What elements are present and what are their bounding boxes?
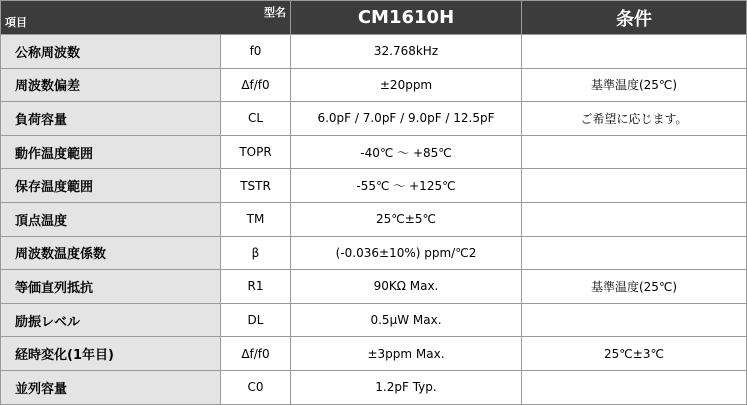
parameter-name: 保存温度範囲 [1, 169, 221, 203]
header-corner-cell [1, 1, 291, 35]
parameter-symbol: R1 [221, 270, 291, 304]
parameter-name: 経時変化(1年目) [1, 337, 221, 371]
parameter-condition [522, 202, 747, 236]
parameter-name: 動作温度範囲 [1, 135, 221, 169]
condition-header: 条件 [522, 1, 747, 35]
parameter-condition [522, 370, 747, 404]
parameter-symbol: β [221, 236, 291, 270]
parameter-value: 6.0pF / 7.0pF / 9.0pF / 12.5pF [291, 102, 522, 136]
parameter-name: 周波数温度係数 [1, 236, 221, 270]
parameter-name: 周波数偏差 [1, 68, 221, 102]
header-row [1, 1, 747, 35]
parameter-symbol: TSTR [221, 169, 291, 203]
parameter-condition [522, 303, 747, 337]
parameter-symbol: Δf/f0 [221, 337, 291, 371]
parameter-value: 32.768kHz [291, 35, 522, 69]
parameter-value: 1.2pF Typ. [291, 370, 522, 404]
parameter-name: 公称周波数 [1, 35, 221, 69]
parameter-name: 励振レベル [1, 303, 221, 337]
parameter-condition: 基準温度(25℃) [522, 270, 747, 304]
parameter-symbol: DL [221, 303, 291, 337]
parameter-condition [522, 35, 747, 69]
table-row [1, 169, 747, 203]
parameter-symbol: CL [221, 102, 291, 136]
parameter-symbol: TOPR [221, 135, 291, 169]
parameter-condition [522, 135, 747, 169]
parameter-name: 等価直列抵抗 [1, 270, 221, 304]
parameter-name: 並列容量 [1, 370, 221, 404]
table-row [1, 270, 747, 304]
parameter-condition: 25℃±3℃ [522, 337, 747, 371]
table-row [1, 337, 747, 371]
table-row [1, 236, 747, 270]
item-header-label: 項目 [5, 16, 27, 29]
parameter-value: ±3ppm Max. [291, 337, 522, 371]
parameter-condition [522, 236, 747, 270]
model-header-label: 型名 [264, 6, 286, 19]
parameter-value: 0.5μW Max. [291, 303, 522, 337]
parameter-condition [522, 169, 747, 203]
parameter-condition: 基準温度(25℃) [522, 68, 747, 102]
parameter-condition: ご希望に応じます。 [522, 102, 747, 136]
table-row [1, 135, 747, 169]
parameter-value: (-0.036±10%) ppm/℃2 [291, 236, 522, 270]
parameter-name: 負荷容量 [1, 102, 221, 136]
table-row [1, 68, 747, 102]
spec-rows [1, 35, 747, 405]
parameter-value: -55℃ ～ +125℃ [291, 169, 522, 203]
table-row [1, 303, 747, 337]
table-row [1, 370, 747, 404]
parameter-symbol: C0 [221, 370, 291, 404]
table-row [1, 35, 747, 69]
parameter-value: 90KΩ Max. [291, 270, 522, 304]
table-row [1, 102, 747, 136]
parameter-value: ±20ppm [291, 68, 522, 102]
table-row [1, 202, 747, 236]
parameter-name: 頂点温度 [1, 202, 221, 236]
model-name-header: CM1610H [291, 1, 522, 35]
parameter-symbol: f0 [221, 35, 291, 69]
parameter-symbol: TM [221, 202, 291, 236]
parameter-value: 25℃±5℃ [291, 202, 522, 236]
parameter-value: -40℃ ～ +85℃ [291, 135, 522, 169]
parameter-symbol: Δf/f0 [221, 68, 291, 102]
